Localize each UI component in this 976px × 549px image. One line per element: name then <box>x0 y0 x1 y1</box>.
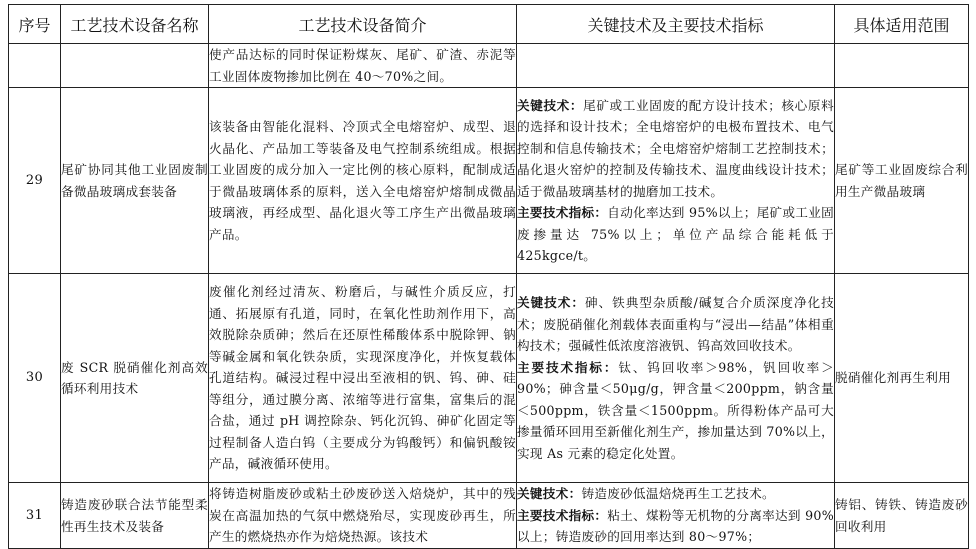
row-name: 尾矿协同其他工业固废制备微晶玻璃成套装备 <box>61 88 209 274</box>
header-scope: 具体适用范围 <box>835 5 969 44</box>
row-number: 29 <box>9 88 61 274</box>
row-key-technology <box>517 274 835 483</box>
row-number: 31 <box>9 483 61 549</box>
main-index-block <box>517 505 834 548</box>
row-key-technology <box>517 88 835 274</box>
header-key-technology: 关键技术及主要技术指标 <box>517 5 835 44</box>
key-technology-block <box>517 483 834 505</box>
row-scope <box>835 44 969 88</box>
row-description: 使产品达标的同时保证粉煤灰、尾矿、矿渣、赤泥等工业固体废物掺加比例在 40～70%之间。 <box>209 44 517 88</box>
key-technology-block <box>517 95 834 203</box>
main-index-label: 主要技术指标： <box>517 205 608 220</box>
header-row <box>9 5 969 44</box>
header-description: 工艺技术设备简介 <box>209 5 517 44</box>
key-technology-label: 关键技术： <box>517 295 585 310</box>
main-index-text: 粘土、煤粉等无机物的分离率达到 90%以上；铸造废砂的回用率达到 80～97%； <box>517 507 834 545</box>
key-technology-label: 关键技术： <box>517 486 582 502</box>
table-row <box>9 88 969 274</box>
row-key-technology <box>517 483 835 549</box>
key-technology-text: 尾矿或工业固废的配方设计技术；核心原料的选择和设计技术；全电熔窑炉的电极布置技术、电气控制和信息传输技术；全电熔窑炉熔制工艺控制技术；晶化退火窑炉的控制及传输技术、温度曲线设计技术；适于微晶玻璃基材的抛磨加工技术。 <box>517 97 834 199</box>
row-name <box>61 44 209 88</box>
table-row <box>9 44 969 88</box>
row-scope: 尾矿等工业固废综合利用生产微晶玻璃 <box>835 88 969 274</box>
row-key-technology <box>517 44 835 88</box>
main-index-text: 自动化率达到 95%以上；尾矿或工业固废掺量达 75%以上；单位产品综合能耗低于 425kgce/t。 <box>517 205 834 263</box>
main-index-label: 主要技术指标： <box>517 507 608 523</box>
key-technology-text: 铸造废砂低温焙烧再生工艺技术。 <box>581 486 775 502</box>
key-technology-text: 砷、铁典型杂质酸/碱复合介质深度净化技术；废脱硝催化剂载体表面重构与“浸出—结晶”体相重构技术；强碱性低浓度溶液钒、钨高效回收技术。 <box>517 295 835 353</box>
row-description: 废催化剂经过清灰、粉磨后，与碱性介质反应，打通、拓展原有孔道，同时，在氧化性助剂作用下，高效脱除杂质砷；然后在还原性稀酸体系中脱除钾、钠等碱金属和氧化铁杂质，实现深度净化，并恢复载体孔道结构。碱浸过程中浸出至液相的钒、钨、砷、硅等组分，通过膜分离、浓缩等进行富集，富集后的混合盐，通过 pH 调控除杂、钙化沉钨、砷矿化固定等过程制备人造白钨（主要成分为钨酸钙）和偏钒酸铵产品，碱液循环使用。 <box>209 274 517 483</box>
main-index-label: 主要技术指标： <box>517 359 619 375</box>
row-description: 该装备由智能化混料、冷顶式全电熔窑炉、成型、退火晶化、产品加工等装备及电气控制系统组成。根据工业固废的成分加入一定比例的核心原料，配制成适于微晶玻璃体系的原料，送入全电熔窑炉熔制成微晶玻璃液，再经成型、晶化退火等工序生产出微晶玻璃产品。 <box>209 88 517 274</box>
row-scope: 脱硝催化剂再生利用 <box>835 274 969 483</box>
main-index-text: 钛、钨回收率＞98%，钒回收率＞90%；砷含量＜50μg/g，钾含量＜200ppm，钠含量＜500ppm，铁含量＜1500ppm。所得粉体产品可大掺量循环回用至新催化剂生产，掺加量达到 70%以上，实现 As 元素的稳定化处置。 <box>517 359 834 461</box>
header-name: 工艺技术设备名称 <box>61 5 209 44</box>
table-row <box>9 483 969 549</box>
row-description: 将铸造树脂废砂或粘土砂废砂送入焙烧炉，其中的残炭在高温加热的气氛中燃烧殆尽，实现废砂再生，所产生的燃烧热亦作为焙烧热源。该技术 <box>209 483 517 549</box>
table-row <box>9 274 969 483</box>
main-index-block <box>517 357 834 465</box>
technology-catalog-table <box>8 4 969 549</box>
row-name: 铸造废砂联合法节能型柔性再生技术及装备 <box>61 483 209 549</box>
header-number: 序号 <box>9 5 61 44</box>
key-technology-block <box>517 292 834 357</box>
row-number: 30 <box>9 274 61 483</box>
row-name: 废 SCR 脱硝催化剂高效循环利用技术 <box>61 274 209 483</box>
main-index-block <box>517 202 834 267</box>
row-scope: 铸铝、铸铁、铸造废砂回收利用 <box>835 483 969 549</box>
row-number <box>9 44 61 88</box>
key-technology-label: 关键技术： <box>517 97 584 113</box>
